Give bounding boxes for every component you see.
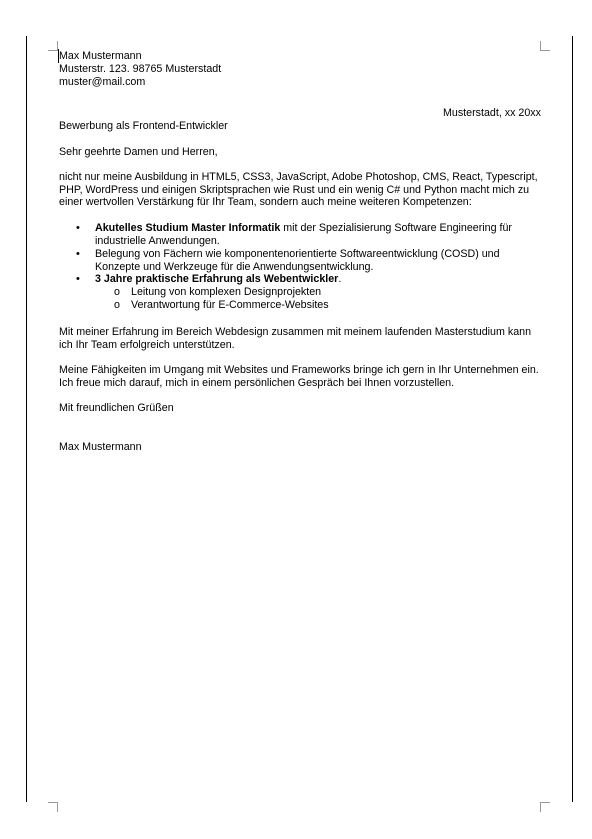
sub-item-text: Verantwortung für E-Commerce-Websites xyxy=(131,298,329,311)
bullet-icon: • xyxy=(76,247,80,260)
closing: Mit freundlichen Grüßen xyxy=(59,401,174,414)
experience-paragraph: Mit meiner Erfahrung im Bereich Webdesign zusammen mit meinem laufenden Masterstudium kann ich Ihr Team erfolgreich unterstützen. xyxy=(59,325,532,351)
greeting: Sehr geehrte Damen und Herren, xyxy=(59,145,218,158)
letter-body[interactable] xyxy=(59,50,541,454)
list-item xyxy=(114,286,541,299)
competency-bold: Akutelles Studium Master Informatik xyxy=(95,222,281,235)
competency-text: Belegung von Fächern wie komponentenorientierte Softwareentwicklung (COSD) und Konzepte und Werkzeuge für die Anwendungsentwicklung. xyxy=(95,247,500,273)
experience-sublist xyxy=(95,286,541,312)
margin-corner-top-right xyxy=(540,41,550,51)
list-item xyxy=(76,222,541,248)
page-right-edge xyxy=(572,36,573,802)
competency-text: mit der Spezialisierung Software Engineering für industrielle Anwendungen. xyxy=(95,222,512,247)
list-item xyxy=(114,298,541,312)
sender-block xyxy=(59,50,541,88)
competency-bold: 3 Jahre praktische Erfahrung als Webentwickler xyxy=(95,273,339,286)
page-left-edge xyxy=(26,36,27,802)
margin-corner-bottom-right xyxy=(540,802,550,812)
intro-paragraph: nicht nur meine Ausbildung in HTML5, CSS3, JavaScript, Adobe Photoshop, CMS, React, Typescript, PHP, WordPress und einigen Skriptsprachen wie Rust und ein wenig C# und Python macht mich zu einer wertvollen Verstärkung für Ihr Team, sondern auch meine weiteren Kompetenzen: xyxy=(59,170,538,209)
bullet-icon: • xyxy=(76,222,80,235)
sender-email: muster@mail.com xyxy=(59,75,146,88)
signature: Max Mustermann xyxy=(59,440,142,453)
competency-text: . xyxy=(338,273,342,286)
subject-line: Bewerbung als Frontend-Entwickler xyxy=(59,120,228,133)
skills-paragraph: Meine Fähigkeiten im Umgang mit Websites und Frameworks bringe ich gern in Ihr Unternehmen ein. Ich freue mich darauf, mich in einem persönlichen Gespräch bei Ihnen vorzustellen. xyxy=(59,364,539,390)
margin-corner-bottom-left xyxy=(48,802,58,812)
list-item xyxy=(76,247,541,274)
date-line: Musterstadt, xx 20xx xyxy=(442,107,541,120)
sub-item-text: Leitung von komplexen Designprojekten xyxy=(131,286,322,299)
sender-address: Musterstr. 123. 98765 Musterstadt xyxy=(59,62,222,75)
sub-bullet-icon: o xyxy=(114,286,120,299)
sub-bullet-icon: o xyxy=(114,298,120,311)
margin-corner-top-left xyxy=(48,41,58,51)
list-item xyxy=(76,273,541,311)
sender-name: Max Mustermann xyxy=(59,50,142,62)
bullet-icon: • xyxy=(76,273,80,286)
competency-list xyxy=(59,222,541,312)
